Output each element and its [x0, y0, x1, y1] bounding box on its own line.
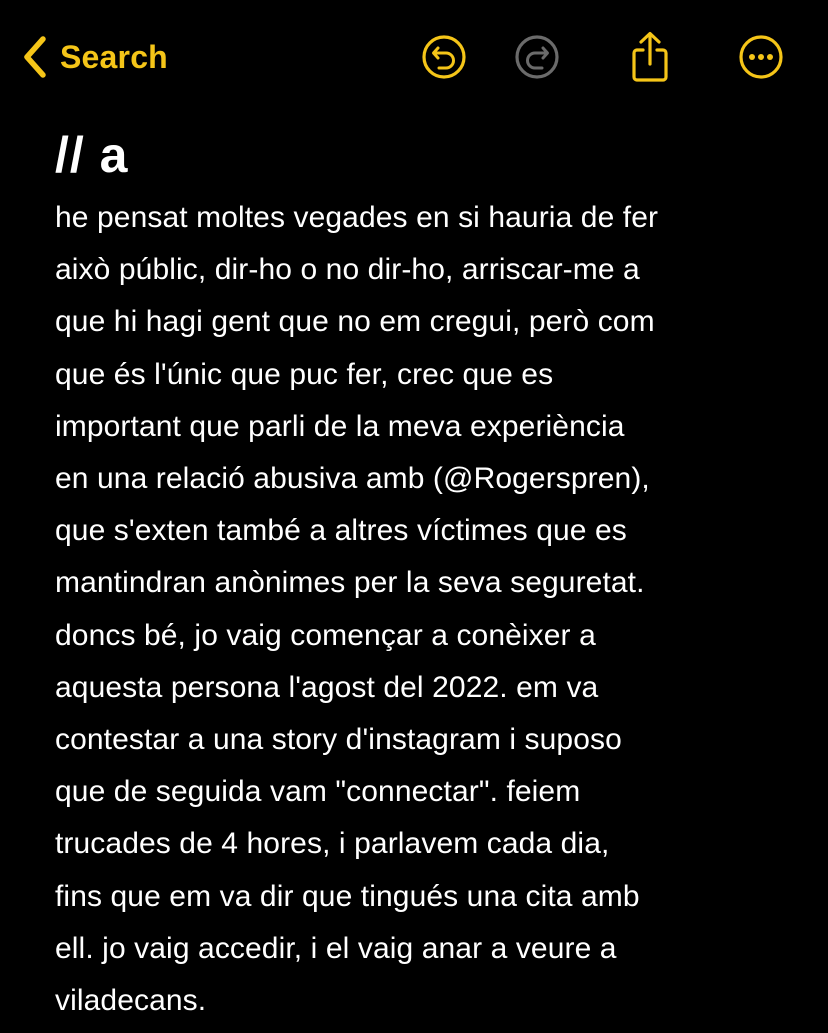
note-body[interactable] [55, 192, 815, 1027]
note-body-line: he pensat moltes vegades en si hauria de fer [55, 201, 659, 234]
note-body-line: important que parli de la meva experiència [55, 409, 625, 443]
more-button[interactable] [736, 32, 786, 82]
note-editor[interactable] [55, 118, 815, 1027]
note-body-line: que hi hagi gent que no em cregui, però com [55, 305, 655, 339]
back-button-label: Search [60, 38, 168, 75]
share-icon [626, 31, 674, 83]
undo-circle-icon [420, 33, 468, 81]
redo-circle-icon [513, 33, 561, 81]
note-body-line: trucades de 4 hores, i parlavem cada dia, [55, 827, 610, 861]
note-body-line: ell. jo vaig accedir, i el vaig anar a veure a [55, 931, 617, 965]
more-circle-icon [737, 33, 785, 81]
share-button[interactable] [625, 32, 675, 82]
note-title[interactable]: // a [55, 127, 129, 183]
note-body-line: contestar a una story d'instagram i suposo [55, 723, 622, 757]
note-body-line: que de seguida vam "connectar". feiem [55, 775, 581, 809]
note-body-line: aquesta persona l'agost del 2022. em va [55, 670, 599, 704]
back-button[interactable] [22, 32, 168, 82]
note-body-line: que s'exten també a altres víctimes que es [55, 514, 627, 548]
note-body-line: això públic, dir-ho o no dir-ho, arriscar-me a [55, 253, 640, 287]
note-body-line: mantindran anònimes per la seva seguretat. [55, 566, 645, 600]
undo-button[interactable] [419, 32, 469, 82]
notes-toolbar [0, 0, 828, 112]
chevron-left-icon [22, 35, 48, 79]
note-body-line: viladecans. [55, 984, 207, 1018]
note-body-line: doncs bé, jo vaig començar a conèixer a [55, 618, 596, 652]
redo-button[interactable] [512, 32, 562, 82]
note-body-line: en una relació abusiva amb (@Rogerspren), [55, 462, 650, 496]
note-body-line: que és l'únic que puc fer, crec que es [55, 357, 554, 391]
note-body-line: fins que em va dir que tingués una cita amb [55, 879, 640, 913]
